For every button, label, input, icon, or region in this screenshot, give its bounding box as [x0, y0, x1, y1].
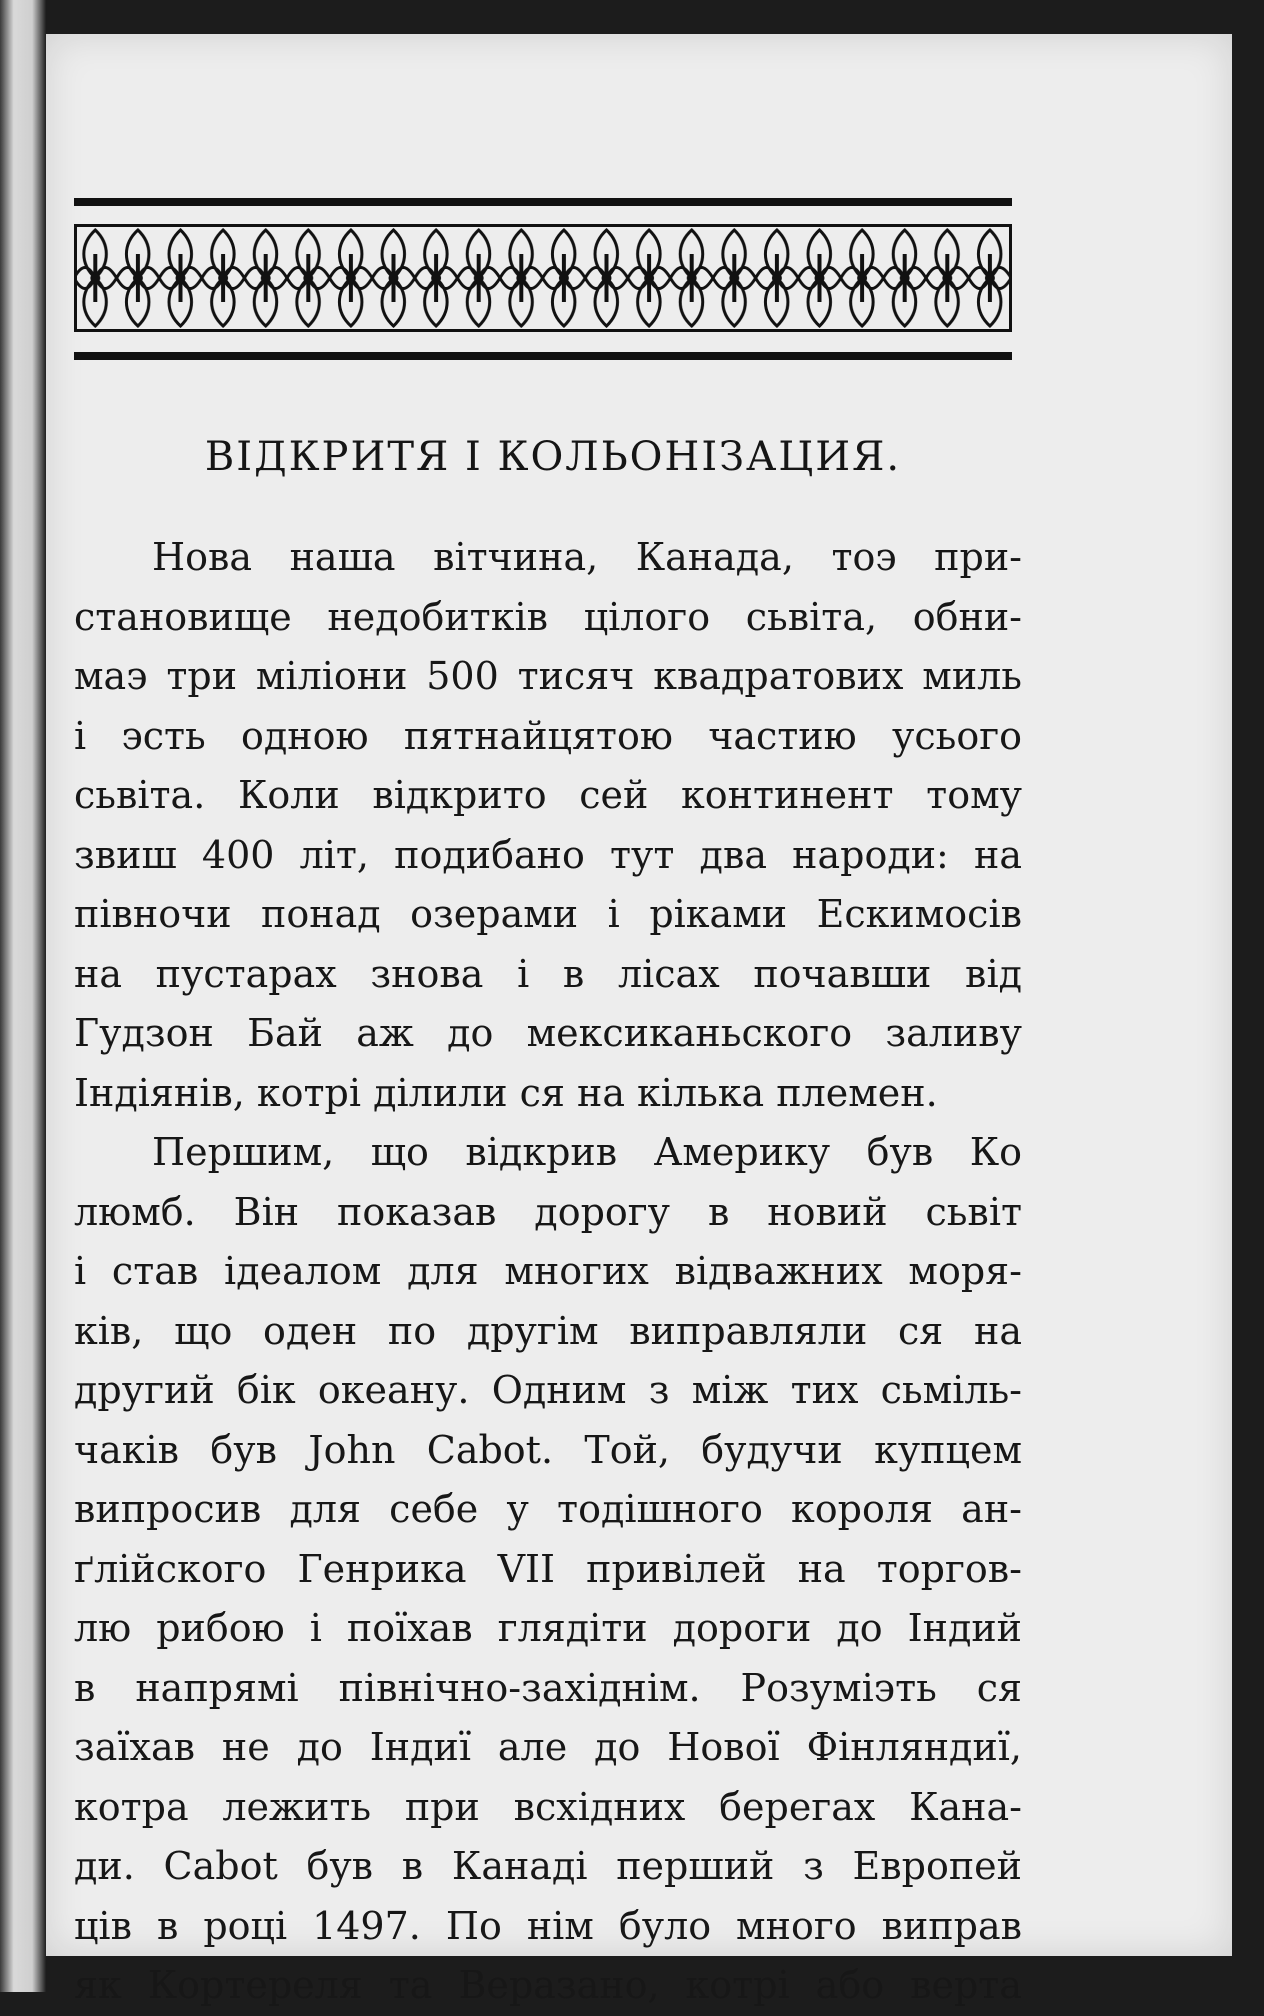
text-line: півночи понад озерами і ріками Ескимосів	[74, 892, 1022, 936]
text-line: люмб. Він показав дорогу в новий сьвіт	[74, 1189, 1022, 1234]
text-line: чаків був John Cabot. Той, будучи купцем	[74, 1427, 1022, 1472]
text-line: ців в році 1497. По нім було много виправ	[74, 1903, 1022, 1948]
text-line: маэ три міліони 500 тисяч квадратових миль	[74, 654, 1022, 698]
text-line: і став ідеалом для многих відважних моря-	[74, 1249, 1022, 1293]
ornamental-border	[74, 224, 1012, 332]
text-line: в напрямі північно-західнім. Розуміэть ся	[74, 1665, 1022, 1710]
bottom-rule	[74, 352, 1012, 360]
text-line: котра лежить при всхідних берегах Кана-	[74, 1784, 1022, 1829]
text-line: другий бік океану. Одним з між тих сьміль-	[74, 1368, 1022, 1412]
text-line: ків, що оден по другім виправляли ся на	[74, 1308, 1022, 1353]
text-line: Першим, що відкрив Америку був Ко	[152, 1130, 1022, 1174]
text-line: Гудзон Бай аж до мексиканьского заливу	[74, 1011, 1022, 1055]
text-line: становище недобитків цілого сьвіта, обни-	[74, 594, 1022, 639]
text-line: ди. Cabot був в Канаді перший з Европей	[74, 1844, 1022, 1888]
text-line: на пустарах знова і в лісах почавши від	[74, 951, 1022, 996]
top-rule	[74, 198, 1012, 206]
text-line: сьвіта. Коли відкрито сей континент тому	[74, 773, 1022, 817]
text-line: як Кортереля та Веразано, котрі або верта	[74, 1963, 1022, 2007]
text-line: Нова наша вітчина, Канада, тоэ при-	[152, 535, 1022, 579]
text-line: ґлійского Генрика VII привілей на торгов-	[74, 1546, 1022, 1591]
text-line: Індіянів, котрі ділили ся на кілька племен.	[74, 1070, 938, 1115]
text-line: лю рибою і поїхав глядіти дороги до Індий	[74, 1606, 1022, 1650]
body-text	[74, 528, 1022, 2016]
text-line: і эсть одною пятнайцятою частию усього	[74, 713, 1022, 758]
text-line: випросив для себе у тодішного короля ан-	[74, 1487, 1022, 1531]
text-line: заїхав не до Індиї але до Нової Фінляндиї,	[74, 1725, 1022, 1769]
chapter-title: ВІДКРИТЯ І КОЛЬОНІЗАЦИЯ.	[204, 434, 902, 480]
text-line: звиш 400 літ, подибано тут два народи: на	[74, 832, 1022, 877]
book-page	[46, 34, 1232, 2007]
book-spine-edge	[0, 0, 46, 1992]
